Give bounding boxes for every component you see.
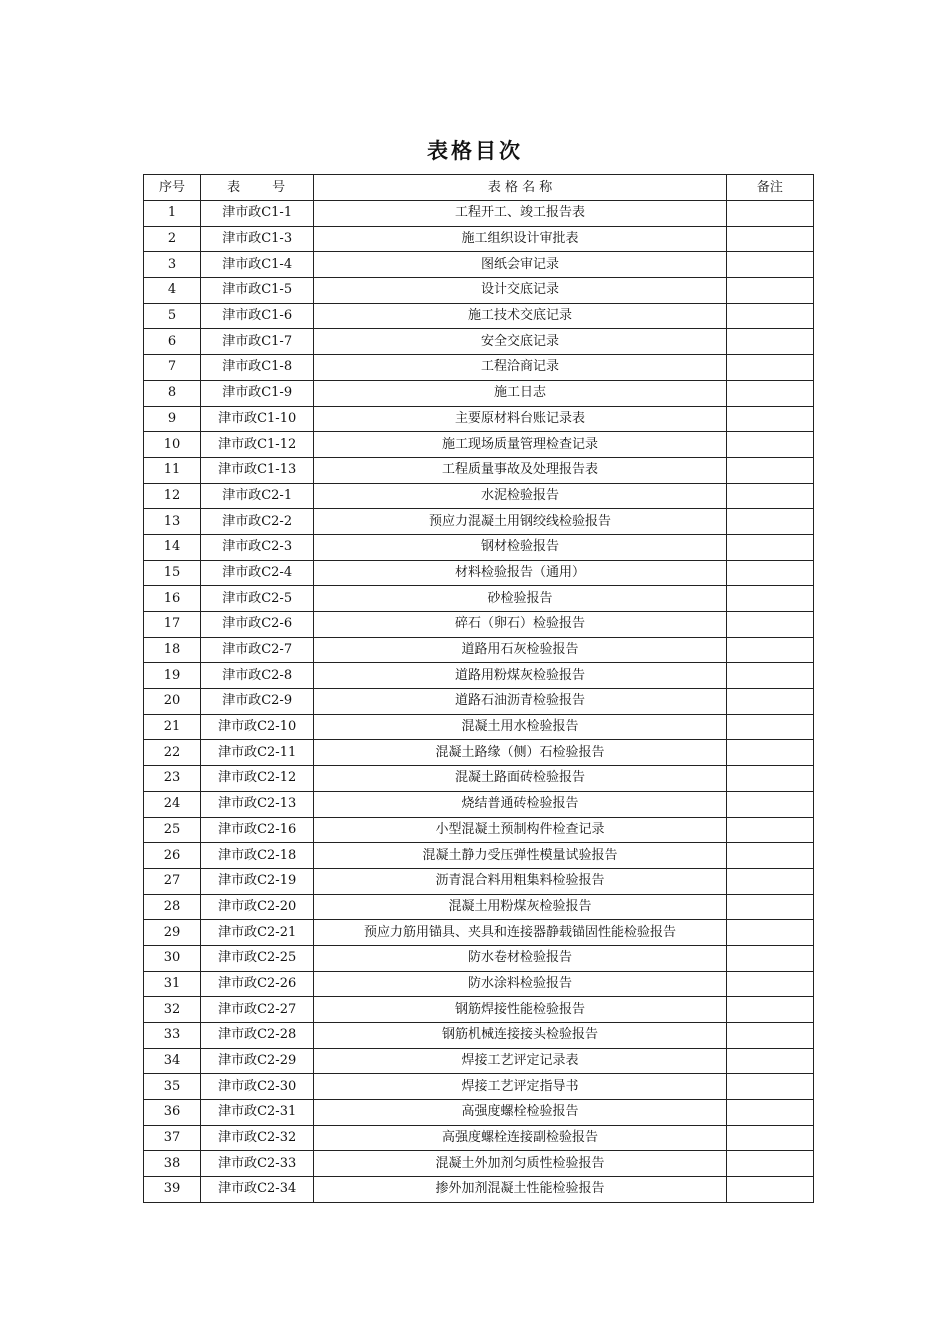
table-row [144, 509, 814, 535]
cell-no: 10 [144, 432, 201, 458]
cell-no: 23 [144, 766, 201, 792]
table-row [144, 1048, 814, 1074]
cell-name: 图纸会审记录 [314, 252, 727, 278]
cell-no: 2 [144, 226, 201, 252]
cell-remark [726, 766, 813, 792]
cell-no: 9 [144, 406, 201, 432]
cell-code: 津市政C2-25 [201, 945, 314, 971]
cell-no: 39 [144, 1177, 201, 1203]
cell-no: 31 [144, 971, 201, 997]
table-row [144, 329, 814, 355]
cell-code: 津市政C2-7 [201, 637, 314, 663]
table-row [144, 843, 814, 869]
cell-code: 津市政C1-4 [201, 252, 314, 278]
table-row [144, 894, 814, 920]
cell-remark [726, 1125, 813, 1151]
table-row [144, 1177, 814, 1203]
cell-name: 高强度螺栓连接副检验报告 [314, 1125, 727, 1151]
cell-no: 38 [144, 1151, 201, 1177]
cell-remark [726, 1100, 813, 1126]
cell-remark [726, 1177, 813, 1203]
table-row [144, 1125, 814, 1151]
cell-name: 施工现场质量管理检查记录 [314, 432, 727, 458]
cell-name: 混凝土路面砖检验报告 [314, 766, 727, 792]
cell-code: 津市政C1-13 [201, 457, 314, 483]
cell-name: 混凝土静力受压弹性模量试验报告 [314, 843, 727, 869]
cell-remark [726, 1023, 813, 1049]
cell-name: 高强度螺栓检验报告 [314, 1100, 727, 1126]
table-row [144, 303, 814, 329]
cell-remark [726, 201, 813, 227]
cell-remark [726, 791, 813, 817]
cell-code: 津市政C1-9 [201, 380, 314, 406]
cell-code: 津市政C2-19 [201, 868, 314, 894]
cell-name: 施工技术交底记录 [314, 303, 727, 329]
cell-remark [726, 1074, 813, 1100]
table-row [144, 920, 814, 946]
table-row [144, 278, 814, 304]
cell-code: 津市政C2-2 [201, 509, 314, 535]
table-row [144, 689, 814, 715]
cell-code: 津市政C2-18 [201, 843, 314, 869]
table-row [144, 740, 814, 766]
cell-code: 津市政C1-12 [201, 432, 314, 458]
cell-remark [726, 509, 813, 535]
cell-code: 津市政C2-10 [201, 714, 314, 740]
table-row [144, 560, 814, 586]
cell-no: 24 [144, 791, 201, 817]
cell-name: 防水卷材检验报告 [314, 945, 727, 971]
cell-remark [726, 560, 813, 586]
cell-remark [726, 817, 813, 843]
cell-no: 30 [144, 945, 201, 971]
cell-remark [726, 1151, 813, 1177]
table-row [144, 637, 814, 663]
cell-no: 18 [144, 637, 201, 663]
cell-no: 8 [144, 380, 201, 406]
cell-no: 32 [144, 997, 201, 1023]
cell-remark [726, 483, 813, 509]
table-row [144, 714, 814, 740]
cell-name: 钢材检验报告 [314, 534, 727, 560]
cell-no: 28 [144, 894, 201, 920]
table-row [144, 1151, 814, 1177]
cell-name: 掺外加剂混凝土性能检验报告 [314, 1177, 727, 1203]
cell-no: 21 [144, 714, 201, 740]
header-no: 序号 [144, 175, 201, 201]
cell-name: 钢筋焊接性能检验报告 [314, 997, 727, 1023]
cell-remark [726, 971, 813, 997]
header-name: 表 格 名 称 [314, 175, 727, 201]
cell-no: 3 [144, 252, 201, 278]
cell-code: 津市政C1-6 [201, 303, 314, 329]
cell-remark [726, 945, 813, 971]
cell-name: 工程洽商记录 [314, 355, 727, 381]
cell-no: 4 [144, 278, 201, 304]
cell-remark [726, 868, 813, 894]
cell-remark [726, 380, 813, 406]
cell-code: 津市政C1-5 [201, 278, 314, 304]
table-row [144, 406, 814, 432]
table-row [144, 432, 814, 458]
cell-name: 碎石（卵石）检验报告 [314, 612, 727, 638]
cell-name: 沥青混合料用粗集料检验报告 [314, 868, 727, 894]
table-row [144, 226, 814, 252]
cell-no: 15 [144, 560, 201, 586]
cell-name: 混凝土路缘（侧）石检验报告 [314, 740, 727, 766]
cell-remark [726, 586, 813, 612]
cell-remark [726, 663, 813, 689]
cell-name: 预应力混凝土用钢绞线检验报告 [314, 509, 727, 535]
table-row [144, 380, 814, 406]
cell-name: 工程开工、竣工报告表 [314, 201, 727, 227]
cell-code: 津市政C2-28 [201, 1023, 314, 1049]
cell-code: 津市政C2-34 [201, 1177, 314, 1203]
cell-remark [726, 740, 813, 766]
table-row [144, 355, 814, 381]
cell-no: 22 [144, 740, 201, 766]
cell-code: 津市政C2-21 [201, 920, 314, 946]
page-title: 表格目次 [427, 139, 523, 163]
cell-name: 预应力筋用锚具、夹具和连接器静载锚固性能检验报告 [314, 920, 727, 946]
cell-remark [726, 406, 813, 432]
cell-code: 津市政C2-16 [201, 817, 314, 843]
table-row [144, 1074, 814, 1100]
cell-no: 7 [144, 355, 201, 381]
cell-name: 混凝土用水检验报告 [314, 714, 727, 740]
table-row [144, 534, 814, 560]
table-row [144, 457, 814, 483]
table-row [144, 586, 814, 612]
cell-no: 34 [144, 1048, 201, 1074]
table-row [144, 1023, 814, 1049]
cell-code: 津市政C2-13 [201, 791, 314, 817]
table-row [144, 971, 814, 997]
cell-code: 津市政C1-8 [201, 355, 314, 381]
toc-table [143, 174, 814, 1203]
cell-remark [726, 843, 813, 869]
cell-code: 津市政C2-29 [201, 1048, 314, 1074]
cell-code: 津市政C1-3 [201, 226, 314, 252]
cell-no: 17 [144, 612, 201, 638]
cell-code: 津市政C2-5 [201, 586, 314, 612]
cell-remark [726, 278, 813, 304]
cell-no: 5 [144, 303, 201, 329]
table-row [144, 612, 814, 638]
cell-remark [726, 534, 813, 560]
cell-no: 35 [144, 1074, 201, 1100]
cell-remark [726, 303, 813, 329]
cell-name: 混凝土用粉煤灰检验报告 [314, 894, 727, 920]
table-row [144, 817, 814, 843]
header-remark: 备注 [726, 175, 813, 201]
table-row [144, 791, 814, 817]
cell-remark [726, 457, 813, 483]
cell-code: 津市政C1-7 [201, 329, 314, 355]
table-body [144, 201, 814, 1203]
cell-no: 26 [144, 843, 201, 869]
cell-name: 道路用粉煤灰检验报告 [314, 663, 727, 689]
cell-name: 烧结普通砖检验报告 [314, 791, 727, 817]
cell-no: 6 [144, 329, 201, 355]
header-code: 表 号 [201, 175, 314, 201]
cell-name: 施工组织设计审批表 [314, 226, 727, 252]
cell-code: 津市政C2-6 [201, 612, 314, 638]
cell-remark [726, 355, 813, 381]
cell-remark [726, 432, 813, 458]
cell-remark [726, 637, 813, 663]
cell-code: 津市政C2-30 [201, 1074, 314, 1100]
cell-code: 津市政C2-4 [201, 560, 314, 586]
cell-code: 津市政C1-10 [201, 406, 314, 432]
cell-code: 津市政C2-9 [201, 689, 314, 715]
cell-code: 津市政C2-31 [201, 1100, 314, 1126]
cell-code: 津市政C2-32 [201, 1125, 314, 1151]
cell-no: 19 [144, 663, 201, 689]
cell-name: 焊接工艺评定记录表 [314, 1048, 727, 1074]
cell-remark [726, 226, 813, 252]
cell-name: 材料检验报告（通用） [314, 560, 727, 586]
cell-no: 14 [144, 534, 201, 560]
table-row [144, 252, 814, 278]
cell-code: 津市政C2-27 [201, 997, 314, 1023]
cell-remark [726, 920, 813, 946]
table-header-row [144, 175, 814, 201]
cell-remark [726, 689, 813, 715]
cell-name: 道路用石灰检验报告 [314, 637, 727, 663]
cell-name: 钢筋机械连接接头检验报告 [314, 1023, 727, 1049]
cell-code: 津市政C2-3 [201, 534, 314, 560]
table-row [144, 766, 814, 792]
cell-code: 津市政C1-1 [201, 201, 314, 227]
cell-name: 施工日志 [314, 380, 727, 406]
cell-code: 津市政C2-12 [201, 766, 314, 792]
cell-code: 津市政C2-20 [201, 894, 314, 920]
cell-code: 津市政C2-11 [201, 740, 314, 766]
table-row [144, 868, 814, 894]
cell-name: 防水涂料检验报告 [314, 971, 727, 997]
cell-name: 砂检验报告 [314, 586, 727, 612]
cell-code: 津市政C2-1 [201, 483, 314, 509]
cell-code: 津市政C2-33 [201, 1151, 314, 1177]
cell-remark [726, 894, 813, 920]
cell-no: 1 [144, 201, 201, 227]
table-row [144, 997, 814, 1023]
cell-no: 12 [144, 483, 201, 509]
cell-no: 27 [144, 868, 201, 894]
cell-no: 16 [144, 586, 201, 612]
cell-no: 20 [144, 689, 201, 715]
cell-name: 道路石油沥青检验报告 [314, 689, 727, 715]
cell-no: 11 [144, 457, 201, 483]
cell-remark [726, 1048, 813, 1074]
cell-code: 津市政C2-8 [201, 663, 314, 689]
cell-remark [726, 329, 813, 355]
cell-name: 焊接工艺评定指导书 [314, 1074, 727, 1100]
cell-name: 主要原材料台账记录表 [314, 406, 727, 432]
cell-no: 25 [144, 817, 201, 843]
cell-name: 水泥检验报告 [314, 483, 727, 509]
table-row [144, 945, 814, 971]
cell-remark [726, 252, 813, 278]
cell-code: 津市政C2-26 [201, 971, 314, 997]
table-row [144, 1100, 814, 1126]
cell-no: 33 [144, 1023, 201, 1049]
cell-name: 小型混凝土预制构件检查记录 [314, 817, 727, 843]
cell-name: 设计交底记录 [314, 278, 727, 304]
table-row [144, 201, 814, 227]
cell-no: 36 [144, 1100, 201, 1126]
table-row [144, 663, 814, 689]
cell-no: 13 [144, 509, 201, 535]
cell-no: 37 [144, 1125, 201, 1151]
cell-name: 混凝土外加剂匀质性检验报告 [314, 1151, 727, 1177]
cell-name: 工程质量事故及处理报告表 [314, 457, 727, 483]
table-row [144, 483, 814, 509]
cell-no: 29 [144, 920, 201, 946]
cell-remark [726, 714, 813, 740]
cell-remark [726, 997, 813, 1023]
cell-remark [726, 612, 813, 638]
cell-name: 安全交底记录 [314, 329, 727, 355]
